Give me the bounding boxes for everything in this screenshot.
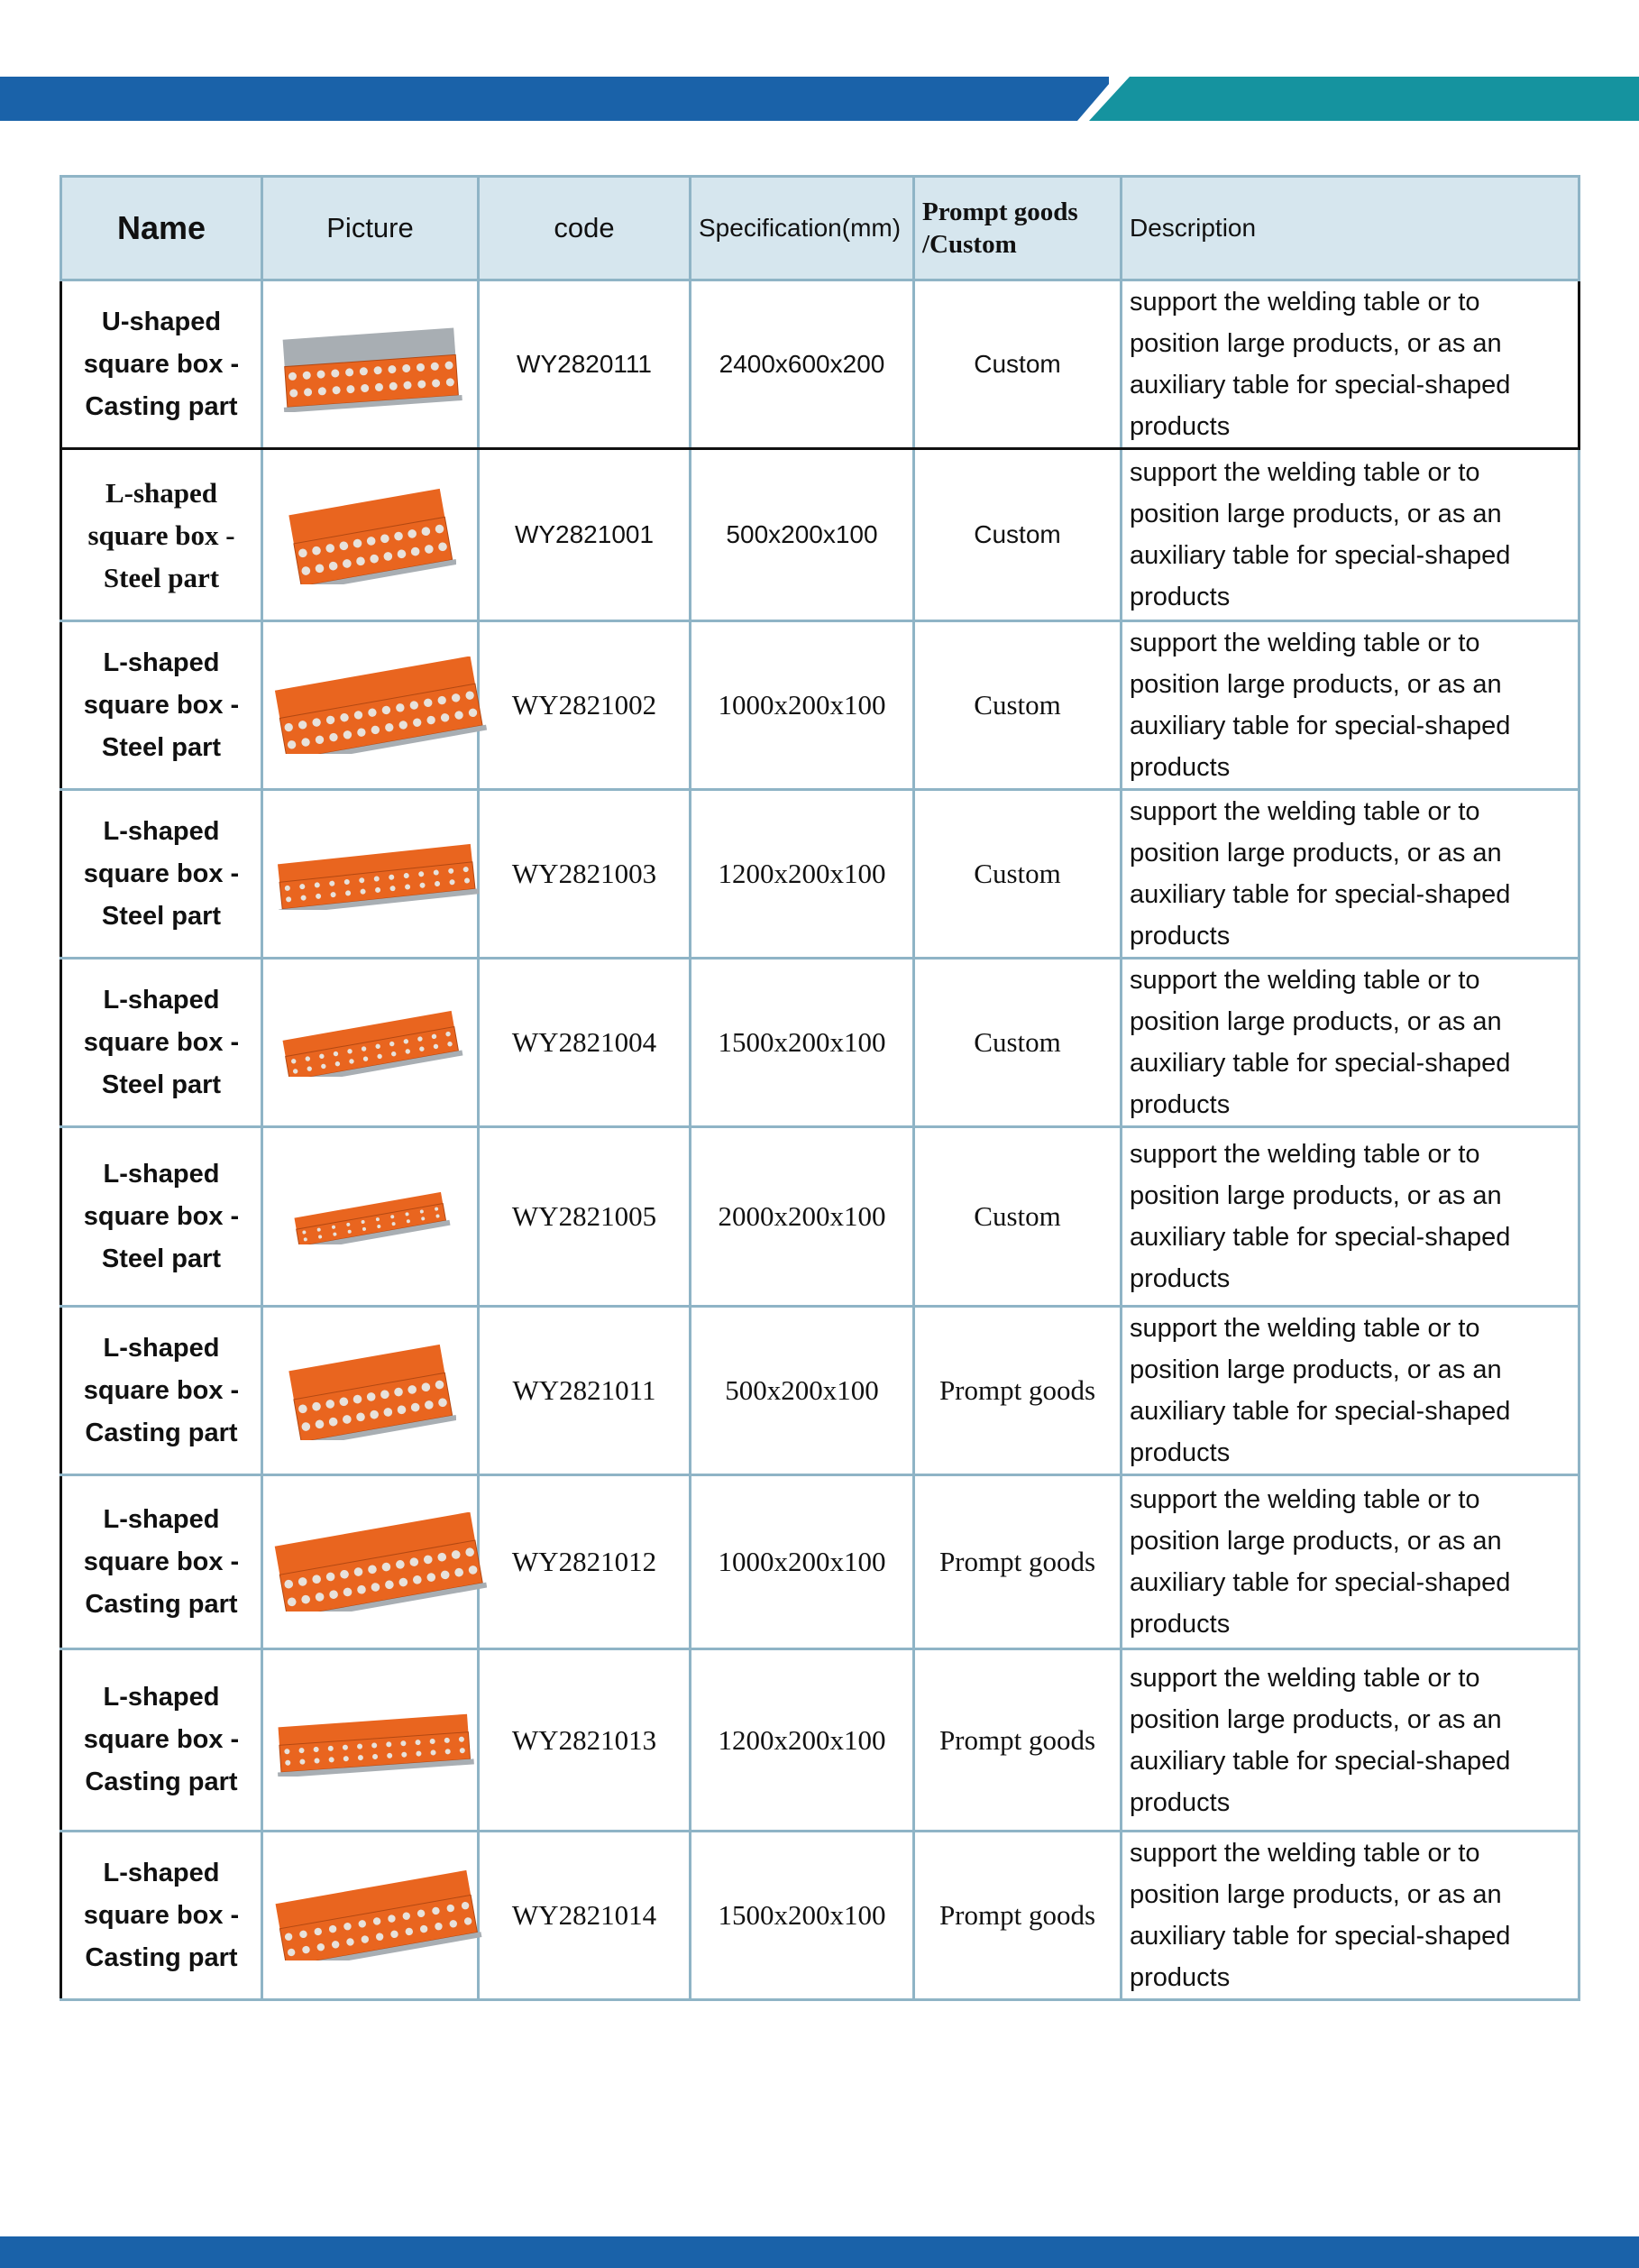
l-shaped-box-icon <box>276 1009 465 1077</box>
product-status: Custom <box>914 1127 1122 1307</box>
product-code: WY2821003 <box>479 790 691 959</box>
product-spec: 500x200x100 <box>691 1307 914 1475</box>
product-name-line: L-shaped <box>103 1333 220 1363</box>
product-code: WY2821005 <box>479 1127 691 1307</box>
product-picture <box>262 1832 479 2000</box>
product-name-line: L-shaped <box>103 985 220 1015</box>
product-name <box>61 449 262 621</box>
product-spec: 1200x200x100 <box>691 1649 914 1832</box>
product-description: support the welding table or to position large products, or as an auxiliary table for special-shaped products <box>1122 1307 1579 1475</box>
table-row <box>61 1649 1579 1832</box>
product-name <box>61 621 262 790</box>
product-status: Custom <box>914 790 1122 959</box>
header-band-blue <box>0 77 1109 121</box>
product-picture <box>262 449 479 621</box>
product-name-line: Casting part <box>85 1768 238 1796</box>
product-spec-table <box>60 175 1580 2001</box>
l-shaped-box-icon <box>270 1512 487 1611</box>
column-header-prompt-line1: Prompt goods <box>922 197 1078 226</box>
product-spec: 1200x200x100 <box>691 790 914 959</box>
product-spec: 2000x200x100 <box>691 1127 914 1307</box>
product-description: support the welding table or to position large products, or as an auxiliary table for special-shaped products <box>1122 790 1579 959</box>
product-code: WY2821002 <box>479 621 691 790</box>
product-name-line: square box - <box>83 859 240 888</box>
product-description: support the welding table or to position large products, or as an auxiliary table for special-shaped products <box>1122 1649 1579 1832</box>
product-name-line: square box - <box>83 690 240 720</box>
product-name <box>61 1832 262 2000</box>
product-name-line: L-shaped <box>103 816 220 846</box>
product-picture <box>262 790 479 959</box>
product-description: support the welding table or to position large products, or as an auxiliary table for special-shaped products <box>1122 1832 1579 2000</box>
product-name-line: square box - <box>87 519 235 551</box>
table-row <box>61 959 1579 1127</box>
product-name-line: square box - <box>83 1201 240 1231</box>
column-header-code: code <box>479 177 691 280</box>
product-name-line: U-shaped <box>101 307 222 336</box>
product-status: Custom <box>914 280 1122 449</box>
l-shaped-box-icon <box>285 485 456 584</box>
product-name-line: Steel part <box>101 901 222 931</box>
product-name-line: square box - <box>83 1027 240 1057</box>
product-name <box>61 1649 262 1832</box>
column-header-specification: Specification(mm) <box>691 177 914 280</box>
l-shaped-box-icon <box>270 657 487 754</box>
product-code: WY2820111 <box>479 280 691 449</box>
product-name-line: square box - <box>83 1725 240 1754</box>
product-status: Custom <box>914 621 1122 790</box>
product-status: Prompt goods <box>914 1649 1122 1832</box>
column-header-prompt-custom <box>914 177 1122 280</box>
column-header-picture: Picture <box>262 177 479 280</box>
product-picture <box>262 1649 479 1832</box>
product-name <box>61 790 262 959</box>
product-code: WY2821013 <box>479 1649 691 1832</box>
product-name <box>61 959 262 1127</box>
product-name-line: square box - <box>83 1547 240 1576</box>
table-row <box>61 1127 1579 1307</box>
product-name-line: L-shaped <box>103 1504 220 1534</box>
product-spec: 500x200x100 <box>691 449 914 621</box>
l-shaped-box-icon <box>287 1189 453 1244</box>
product-spec: 1000x200x100 <box>691 1475 914 1649</box>
product-name-line: square box - <box>83 1900 240 1930</box>
product-code: WY2821004 <box>479 959 691 1127</box>
column-header-name: Name <box>61 177 262 280</box>
product-spec: 2400x600x200 <box>691 280 914 449</box>
product-name-line: Casting part <box>85 1589 238 1619</box>
product-spec: 1500x200x100 <box>691 959 914 1127</box>
product-picture <box>262 1475 479 1649</box>
table-row <box>61 1475 1579 1649</box>
l-shaped-box-icon <box>270 1870 482 1960</box>
product-name-line: Casting part <box>85 1942 238 1972</box>
product-description: support the welding table or to position large products, or as an auxiliary table for special-shaped products <box>1122 1475 1579 1649</box>
table-row <box>61 280 1579 449</box>
product-name-line: L-shaped <box>103 1159 220 1189</box>
product-code: WY2821012 <box>479 1475 691 1649</box>
product-name-line: L-shaped <box>103 1683 220 1712</box>
l-shaped-box-icon <box>285 1341 456 1440</box>
product-status: Prompt goods <box>914 1475 1122 1649</box>
product-name-line: square box - <box>83 1375 240 1405</box>
product-name-line: L-shaped <box>103 1858 220 1887</box>
table-row <box>61 621 1579 790</box>
product-code: WY2821011 <box>479 1307 691 1475</box>
product-name-line: Steel part <box>101 732 222 762</box>
product-name-line: Steel part <box>101 1070 222 1099</box>
product-picture <box>262 1307 479 1475</box>
product-name-line: square box - <box>83 349 240 379</box>
product-name-line: Steel part <box>103 561 220 593</box>
product-description: support the welding table or to position large products, or as an auxiliary table for special-shaped products <box>1122 280 1579 449</box>
l-shaped-box-icon <box>270 1704 478 1777</box>
product-status: Custom <box>914 449 1122 621</box>
product-picture <box>262 621 479 790</box>
table-row <box>61 790 1579 959</box>
product-status: Prompt goods <box>914 1832 1122 2000</box>
footer-decorative-band <box>0 2236 1639 2268</box>
product-description: support the welding table or to position large products, or as an auxiliary table for special-shaped products <box>1122 449 1579 621</box>
product-name <box>61 1475 262 1649</box>
product-picture <box>262 280 479 449</box>
product-picture <box>262 1127 479 1307</box>
product-status: Custom <box>914 959 1122 1127</box>
product-name-line: Casting part <box>85 391 238 421</box>
product-name <box>61 280 262 449</box>
l-shaped-box-icon <box>270 838 482 910</box>
column-header-prompt-line2: /Custom <box>922 230 1017 259</box>
header-decorative-band <box>0 77 1639 121</box>
table-row <box>61 449 1579 621</box>
product-name <box>61 1307 262 1475</box>
u-shaped-box-icon <box>276 317 465 412</box>
product-name-line: L-shaped <box>103 647 220 677</box>
product-code: WY2821001 <box>479 449 691 621</box>
product-status: Prompt goods <box>914 1307 1122 1475</box>
column-header-description: Description <box>1122 177 1579 280</box>
product-code: WY2821014 <box>479 1832 691 2000</box>
product-name-line: L-shaped <box>105 476 218 509</box>
product-spec: 1500x200x100 <box>691 1832 914 2000</box>
table-row <box>61 1307 1579 1475</box>
table-row <box>61 1832 1579 2000</box>
product-description: support the welding table or to position large products, or as an auxiliary table for special-shaped products <box>1122 621 1579 790</box>
product-name <box>61 1127 262 1307</box>
product-description: support the welding table or to position large products, or as an auxiliary table for special-shaped products <box>1122 959 1579 1127</box>
product-name-line: Casting part <box>85 1418 238 1447</box>
product-picture <box>262 959 479 1127</box>
product-spec: 1000x200x100 <box>691 621 914 790</box>
product-name-line: Steel part <box>101 1244 222 1273</box>
header-band-teal <box>1089 77 1639 121</box>
table-header-row <box>61 177 1579 280</box>
product-description: support the welding table or to position large products, or as an auxiliary table for special-shaped products <box>1122 1127 1579 1307</box>
